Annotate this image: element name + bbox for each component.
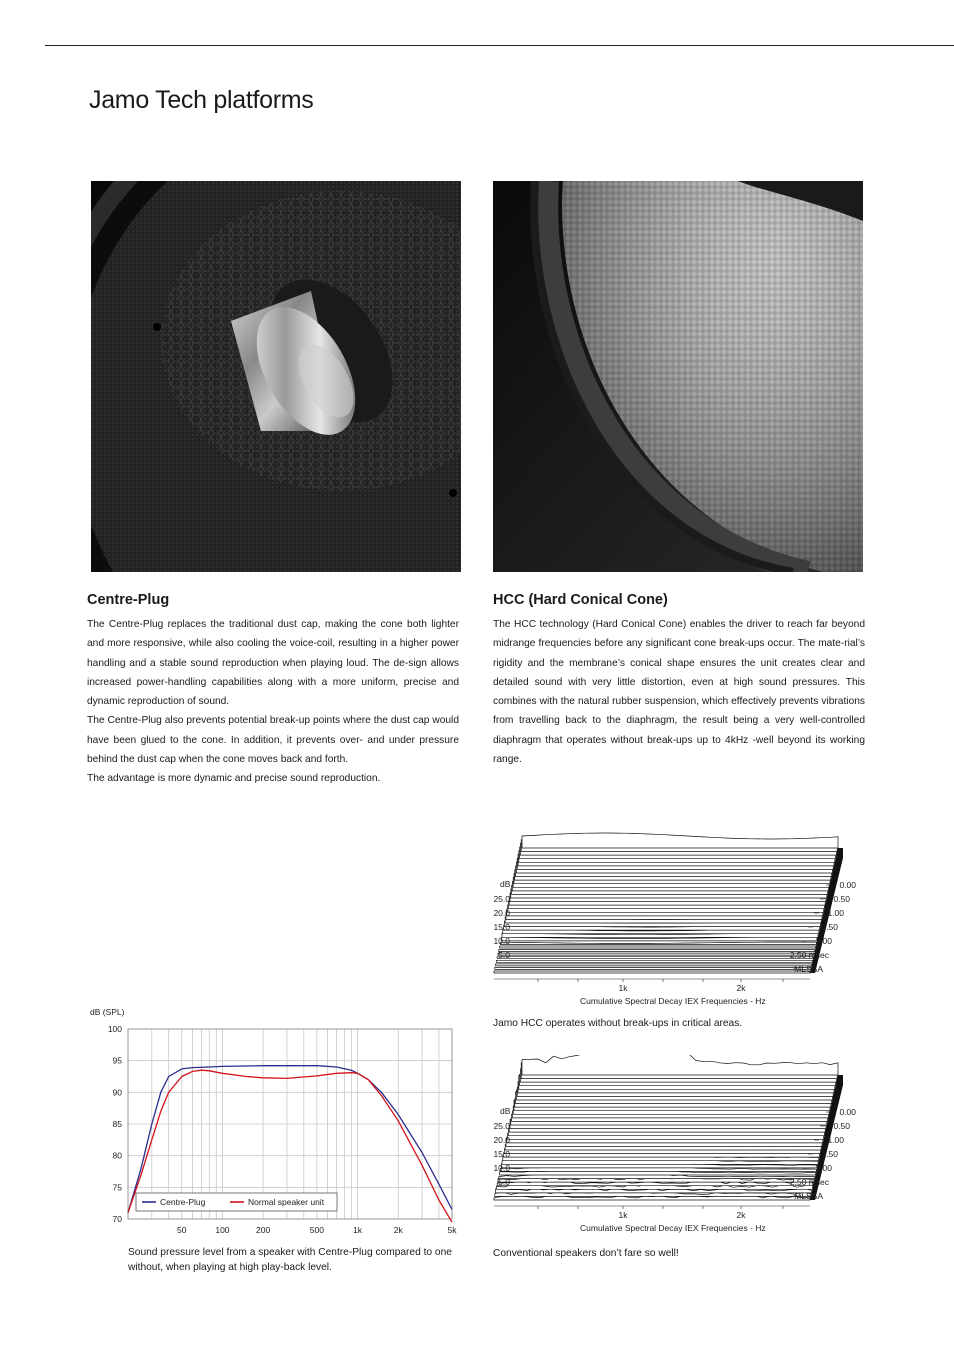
decay-trace [522,833,838,848]
x-tick-label: 5k [447,1225,457,1235]
waterfall-traces [494,1055,838,1200]
decay-trace [522,1055,838,1075]
csd-chart-conventional [488,1055,868,1245]
y-tick-label: 10.0 [493,936,510,946]
time-label: 0.00 [839,880,856,890]
paragraph: The Centre-Plug also prevents potential break-up points where the dust cap would have been glued to the cone. In addition, it prevents over- and under pressure behind the dust cap when the cone moves back and forth. [87,715,459,766]
y-axis-label: dB (SPL) [90,1007,125,1017]
decay-trace [494,971,810,973]
y-tick-label: 20.0 [493,908,510,918]
x-tick-label: 500 [309,1225,324,1235]
time-label: MLSSA [794,964,823,974]
hcc-text [493,615,865,769]
decay-trace [500,946,816,948]
time-label: 1.50 [821,922,838,932]
chart-title: Cumulative Spectral Decay IEX Frequencies - Hz [580,996,766,1006]
legend-label: Normal speaker unit [248,1197,325,1207]
time-label: 2.00 [815,1163,832,1173]
x-tick-label: 2k [393,1225,403,1235]
decay-trace [497,957,813,959]
y-tick-label: 25.0 [493,894,510,904]
time-label: 1.50 [821,1149,838,1159]
y-tick-label: 25.0 [493,1121,510,1131]
y-tick-label: 85 [112,1119,122,1129]
x-tick-label: 50 [177,1225,187,1235]
time-label: 2.50 msec [789,950,829,960]
series-line-centre-plug [128,1066,452,1213]
paragraph: The Centre-Plug replaces the traditional dust cap, making the cone both lighter and more responsive, while also cooling the voice-coil, resulting in a higher power handling and a stable sound reproduction when playing loud. The de-sign allows increased power-handling capabilities along with a more uniform, precise and dynamic reproduction of sound. [87,619,459,708]
x-tick-label: 100 [215,1225,230,1235]
csd-chart-hcc [488,828,868,1015]
page-title: Jamo Tech platforms [89,86,314,114]
time-label: 2.50 msec [789,1177,829,1187]
spl-chart [80,1000,470,1245]
hcc-heading: HCC (Hard Conical Cone) [493,592,668,608]
x-tick-label: 1k [618,983,628,993]
y-tick-label: 90 [112,1087,122,1098]
time-label: 0.50 [833,1121,850,1131]
y-tick-label: 10.0 [493,1163,510,1173]
y-axis-label: dB [500,1106,511,1116]
decay-trace [499,950,815,952]
hcc-cone-photo [493,181,863,572]
x-tick-label: 1k [353,1225,363,1235]
y-axis-label: dB [500,879,511,889]
x-tick-label: 1k [618,1210,628,1220]
paragraph: The advantage is more dynamic and precise sound reproduction. [87,773,381,785]
y-tick-label: 15.0 [493,922,510,932]
paragraph: The HCC technology (Hard Conical Cone) enables the driver to reach far beyond midrange frequencies before any significant cone break-ups occur. The mate-rial’s rigidity and the membrane’s conical shape ensures the unit creates clear and detailed sound with very little distortion, even at high sound pressures. This combines with the natural rubber suspension, which effectively prevents vibrations from travelling back to the diaphragm, the result being a very well-controlled diaphragm that operates without break-ups up to 4kHz -well beyond its working range. [493,619,865,766]
centre-plug-heading: Centre-Plug [87,592,170,608]
y-tick-label: 80 [112,1150,122,1161]
top-rule [45,45,954,46]
y-tick-label: 95 [112,1055,122,1066]
time-label: 0.50 [833,894,850,904]
x-tick-label: 2k [736,1210,746,1220]
time-label: 0.00 [839,1107,856,1117]
legend-label: Centre-Plug [160,1197,206,1207]
csd-conventional-caption: Conventional speakers don’t fare so well! [493,1248,679,1259]
csd-hcc-caption: Jamo HCC operates without break-ups in critical areas. [493,1018,743,1029]
decay-trace [498,953,814,955]
chart-title: Cumulative Spectral Decay IEX Frequencies - Hz [580,1223,766,1233]
x-tick-label: 2k [736,983,746,993]
waterfall-traces [494,833,838,973]
x-tick-label: 200 [256,1225,271,1235]
time-label: 1.00 [827,908,844,918]
decay-trace [500,942,816,944]
centre-plug-photo [91,181,461,572]
decay-trace [496,964,812,966]
y-tick-label: 20.0 [493,1135,510,1145]
y-tick-label: 5.0 [498,950,510,960]
y-tick-label: 15.0 [493,1149,510,1159]
centre-plug-text [87,615,459,789]
time-label: MLSSA [794,1191,823,1201]
y-tick-label: 100 [107,1024,122,1034]
y-tick-label: 70 [112,1214,122,1224]
decay-trace [495,967,811,969]
time-label: 2.00 [815,936,832,946]
spl-caption: Sound pressure level from a speaker with Centre-Plug compared to one without, when playing at high play-back level. [128,1247,452,1273]
time-label: 1.00 [827,1135,844,1145]
decay-trace [496,960,812,962]
y-tick-label: 75 [112,1182,122,1193]
y-tick-label: 5.0 [498,1177,510,1187]
